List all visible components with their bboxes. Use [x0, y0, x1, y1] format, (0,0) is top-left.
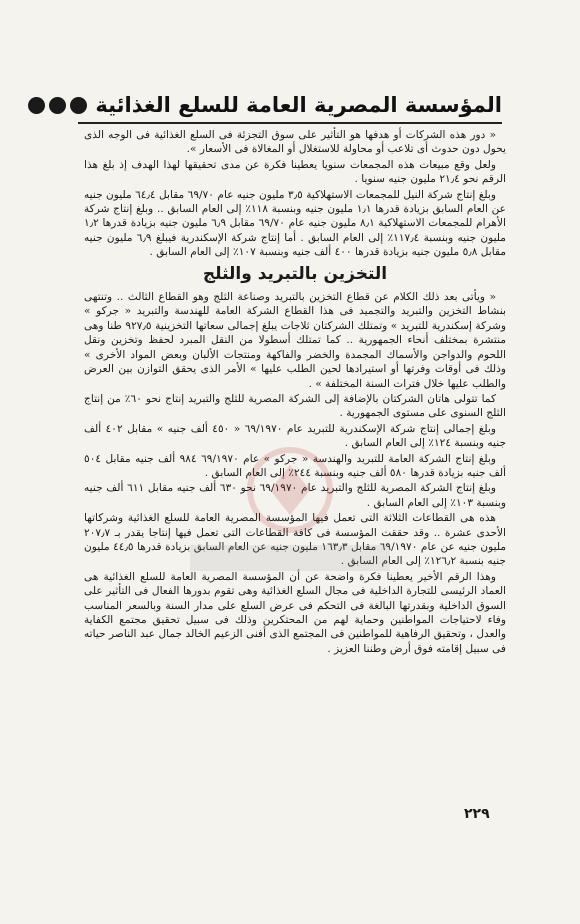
header-title: المؤسسة المصرية العامة للسلع الغذائية [95, 93, 502, 117]
paragraph: ولعل وقع مبيعات هذه المجمعات سنويا يعطينا فكرة عن مدى تحقيقها لهذا الهدف إذ بلغ هذا الرقم نحو ٢١٫٤ مليون جنيه سنويا . [84, 158, 506, 186]
paragraph: وبلغ إنتاج الشركة العامة للتبريد والهندسة « جركو » عام ٦٩/١٩٧٠ ٩٨٤ ألف جنيه مقابل ٥٠٤ ألف جنيه بزيادة قدرها ٥٨٠ ألف جنيه وبنسبة ٢٤٤٪ إلى العام السابق . [84, 452, 506, 479]
paragraph: كما تتولى هاتان الشركتان بالإضافة إلى الشركة المصرية للثلج والتبريد إنتاج نحو ٦٠٪ من إنتاج الثلج السنوى على مستوى الجمهورية . [84, 392, 506, 420]
paragraph: « دور هذه الشركات أو هدفها هو التأثير على سوق التجزئة فى السلع الغذائية فى الوجه الذى يحول دون حدوث أى تلاعب أو محاولة للاستغلال أو المغالاة فى الأسعار ». [84, 129, 506, 156]
header-dot-icon [70, 97, 87, 114]
page-number: ٢٢٩ [464, 806, 490, 822]
paragraph: هذه هى القطاعات الثلاثة التى تعمل فيها المؤسسة المصرية العامة للسلع الغذائية وشركاتها الأحدى عشرة .. وقد حققت المؤسسة فى كافة القطاعات التى تعمل فيها إنتاجا يقدر بـ ٢٠٧٫٧ مليون جنيه عن عام ٦٩/١٩٧٠ مقابل ١٦٣٫٣ مليون جنيه عن العام السابق بزيادة قدرها ٤٤٫٥ مليون جنيه بنسبة ١٢٦٫٢٪ إلى العام السابق . [84, 512, 506, 568]
paragraph: « ويأتى بعد ذلك الكلام عن قطاع التخزين بالتبريد وصناعة الثلج وهو القطاع الثالث .. وتنتهى بنشاط التخزين والتبريد والتجميد فى هذا القطاع الشركة العامة للهندسة والتبريد « جركو » وشركة إسكندرية للتبريد » وتمتلك الشركتان ثلاجات يبلغ إجمالى سعاتها التخزينية ٩٢٧٫٥ طنا وهى منتشرة بمختلف أنحاء الجمهورية .. كما تمتلك أسطولا من النقل المبرد لحفظ وتخزين ونقل اللحوم والدواجن والأسماك المجمدة والخضر والفاكهة ومنتجات الألبان وبعض المواد الأخرى » وذلك فى أوقات وفرتها أو استيرادها لحين الطلب عليها » الأمر الذى يحقق التوازن بين العرض والطلب عليها خلال فترات السنة المختلفة » . [84, 291, 506, 390]
header-dot-icon [28, 97, 45, 114]
paragraph: وبلغ إنتاج شركة النيل للمجمعات الاستهلاكية ٣٫٥ مليون جنيه عام ٦٩/٧٠ مقابل ٦٤٫٤ مليون جنيه عن العام السابق بزيادة قدرها ١٫١ مليون جنيه وبنسبة ١١٨٪ إلى العام السابق .. وبلغ إنتاج شركة الأهرام للمجمعات الاستهلاكية ٨٫١ مليون جنيه عام ٦٩/٧٠ مقابل ٦٫٩ مليون جنيه بزيادة قدرها ١٫٢ مليون جنيه وبنسبة ١١٧٫٤٪ إلى العام السابق . أما إنتاج شركة الإسكندرية فيبلغ ٦٫٩ مليون جنيه مقابل ٥٫٨ مليون جنيه بزيادة قدرها ٤٠٠ ألف جنيه وبنسبة ١٠٧٪ إلى العام السابق . [84, 188, 506, 259]
paragraph: وبلغ إنتاج الشركة المصرية للثلج والتبريد عام ٦٩/١٩٧٠ نحو ٦٣٠ ألف جنيه مقابل ٦١١ ألف جنيه وبنسبة ١٠٣٪ إلى العام السابق . [84, 482, 506, 509]
header-dots [28, 97, 87, 114]
page-header [78, 88, 502, 124]
paragraph: وبلغ إجمالى إنتاج شركة الإسكندرية للتبريد عام ٦٩/١٩٧٠ « ٤٥٠ ألف جنيه » مقابل ٤٠٢ ألف جنيه وبنسبة ١٢٤٪ إلى العام السابق . [84, 422, 506, 450]
article-body [84, 128, 506, 657]
header-dot-icon [49, 97, 66, 114]
section-heading: التخزين بالتبريد والثلج [202, 263, 388, 284]
paragraph: وهذا الرقم الأخير يعطينا فكرة واضحة عن أن المؤسسة المصرية العامة للسلع الغذائية هى العماد الرئيسى للتجارة الداخلية فى مجال السلع الغذائية وهى تقوم بدورها الفعال فى التأثير على السوق الداخلية وبقدرتها البالغة فى التحكم فى عرض السلع على مدار السنة وبالسعر المناسب وفاء لاحتياجات المواطنين وحماية لهم من المحتكرين وذلك فى سبيل تحقيق مجتمع الكفاية والعدل ، وتحقيق الرفاهية للمواطنين فى المجتمع الذى أفنى الزعيم الخالد جمال عبد الناصر حياته فى سبيل إقامته فوق أرض وطننا العزيز . [84, 570, 506, 655]
